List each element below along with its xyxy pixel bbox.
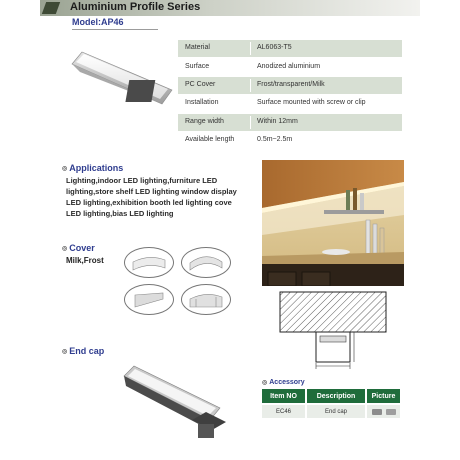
end-cap-title: End cap [69, 346, 105, 356]
spec-label: Range width [185, 118, 224, 125]
model-underline [72, 29, 158, 30]
model-label: Model:AP46 [72, 17, 124, 27]
spec-value: Frost/transparent/Milk [257, 81, 325, 88]
accessory-heading [262, 379, 305, 386]
kitchen-application-photo [262, 160, 404, 286]
spec-divider [250, 79, 251, 92]
end-cap-thumbnail-icon [369, 406, 399, 417]
spec-value: Anodized aluminium [257, 63, 321, 70]
spec-value: Within 12mm [257, 118, 298, 125]
spec-label: Installation [185, 99, 219, 106]
profile-cross-section-drawing [278, 290, 388, 372]
accessory-cell-description: End cap [307, 405, 365, 418]
spec-label: Surface [185, 63, 210, 70]
spec-row-installation [178, 95, 402, 112]
spec-row-material [178, 40, 402, 57]
bullet-icon: ◎ [62, 349, 68, 355]
end-cap-heading [62, 346, 104, 356]
end-cap-product-image [122, 364, 234, 444]
accessory-title: Accessory [269, 379, 305, 386]
cover-shape-icon [182, 285, 230, 314]
cover-shape-icon [125, 248, 173, 277]
bullet-icon: ◎ [62, 246, 68, 252]
applications-title: Applications [69, 163, 124, 173]
spec-row-range-width [178, 114, 402, 131]
spec-value: AL6063-T5 [257, 44, 292, 51]
bullet-icon: ◎ [262, 380, 268, 386]
cover-shape-icon [182, 248, 230, 277]
accessory-cell-item-no: EC46 [262, 405, 305, 418]
spec-row-length [178, 132, 402, 149]
cover-sample-frost-flat [124, 284, 174, 315]
spec-value: Surface mounted with screw or clip [257, 99, 366, 106]
cover-sample-milk-flat [124, 247, 174, 278]
spec-value: 0.5m~2.5m [257, 136, 293, 143]
spec-label: Material [185, 44, 210, 51]
spec-row-surface [178, 59, 402, 76]
spec-label: PC Cover [185, 81, 216, 88]
cover-subtitle: Milk,Frost [66, 256, 104, 265]
spec-divider [250, 116, 251, 129]
spec-row-pc-cover [178, 77, 402, 94]
cover-title: Cover [69, 243, 95, 253]
accessory-cell-picture [367, 405, 400, 418]
cover-sample-milk-curved [181, 247, 231, 278]
bullet-icon: ◎ [62, 166, 68, 172]
spec-divider [250, 42, 251, 55]
cover-shape-icon [125, 285, 173, 314]
page-title: Aluminium Profile Series [70, 1, 201, 13]
accessory-header-description: Description [307, 389, 365, 403]
accessory-header-picture: Picture [367, 389, 400, 403]
cover-sample-frost-curved [181, 284, 231, 315]
cover-heading [62, 243, 95, 253]
profile-product-image [70, 42, 174, 108]
applications-heading [62, 163, 123, 173]
accessory-header-item-no: Item NO [262, 389, 305, 403]
spec-label: Available length [185, 136, 235, 143]
applications-text: Lighting,indoor LED lighting,furniture LED lighting,store shelf LED lighting window display LED lighting,exhibition booth led lighting cove LED lighting,bias LED lighting [66, 176, 237, 218]
